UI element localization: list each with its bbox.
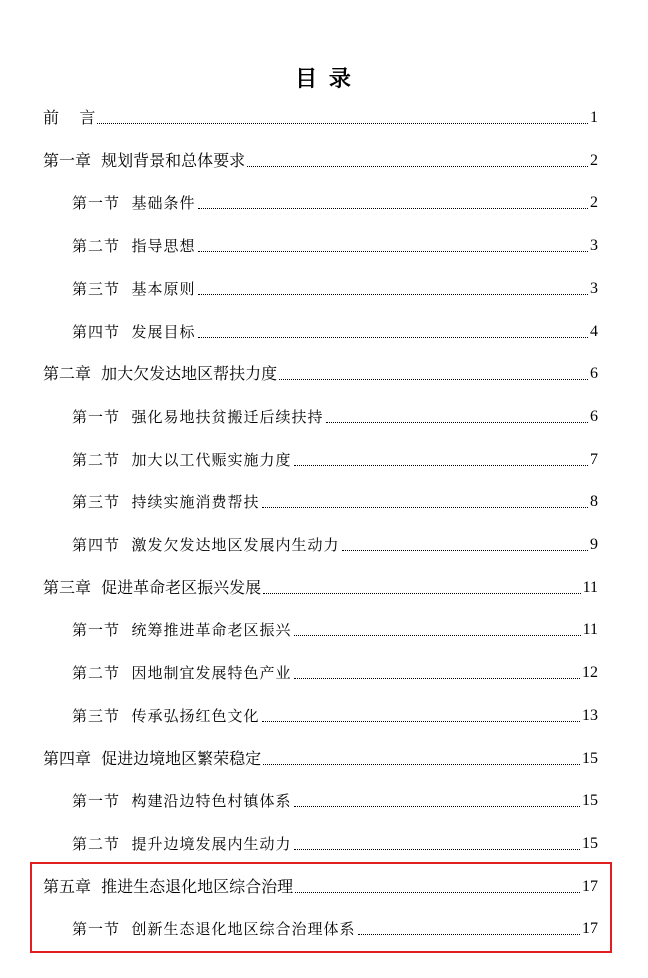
dot-leader	[294, 635, 581, 636]
toc-entry-chapter[interactable]	[43, 574, 598, 598]
toc-entry-section[interactable]	[72, 403, 598, 427]
toc-entry-section[interactable]	[72, 531, 598, 555]
toc-entry-label: 第一节 统筹推进革命老区振兴	[72, 621, 292, 640]
toc-entry-label: 第四节 发展目标	[72, 322, 196, 341]
toc-entry-label: 第四节 激发欠发达地区发展内生动力	[72, 536, 340, 554]
toc-entry-label: 前 言	[43, 108, 96, 127]
toc-entry-page: 15	[582, 834, 598, 852]
dot-leader	[262, 507, 588, 508]
toc-entry-page: 2	[590, 151, 598, 169]
toc-entry-section[interactable]	[72, 787, 598, 811]
toc-entry-label: 第二节 加大以工代赈实施力度	[72, 450, 292, 469]
toc-entry-chapter[interactable]	[43, 147, 598, 171]
dot-leader	[247, 166, 588, 167]
page-title: 目 录	[295, 67, 353, 92]
toc-entry-section[interactable]	[72, 275, 598, 299]
toc-entry-page: 8	[590, 493, 598, 511]
toc-entry-section[interactable]	[72, 446, 598, 470]
toc-entry-chapter[interactable]	[43, 360, 598, 384]
dot-leader	[294, 465, 588, 466]
toc-entry-page: 3	[590, 279, 598, 297]
toc-entry-label: 第二节 提升边境发展内生动力	[72, 834, 292, 853]
toc-entry-section[interactable]	[72, 616, 598, 640]
dot-leader	[198, 208, 588, 209]
toc-entry-page: 11	[582, 621, 598, 639]
toc-entry-label: 第五章 推进生态退化地区综合治理	[43, 876, 294, 896]
dot-leader	[294, 849, 580, 850]
dot-leader	[263, 593, 580, 594]
toc-entry-page: 4	[590, 322, 598, 340]
toc-entry-section[interactable]	[72, 702, 598, 726]
dot-leader	[97, 123, 588, 124]
toc-entry-page: 17	[582, 920, 598, 938]
toc-entry-page: 17	[582, 877, 598, 895]
dot-leader	[294, 806, 580, 807]
toc-entry-chapter[interactable]	[43, 745, 598, 769]
dot-leader	[326, 422, 588, 423]
toc-entry-label: 第一节 基础条件	[72, 194, 196, 213]
toc-entry-page: 11	[582, 578, 598, 596]
toc-entry-label: 第一节 创新生态退化地区综合治理体系	[72, 920, 356, 939]
toc-entry-page: 13	[582, 706, 598, 724]
toc-entry-section[interactable]	[72, 318, 598, 342]
toc-entry-page: 15	[582, 749, 598, 767]
dot-leader	[263, 764, 580, 765]
toc-entry-label: 第三节 持续实施消费帮扶	[72, 493, 260, 512]
toc-entry-page: 7	[590, 450, 598, 468]
toc-entry-label: 第三节 传承弘扬红色文化	[72, 706, 260, 725]
toc-entry-page: 2	[590, 194, 598, 212]
toc-entry-page: 15	[582, 792, 598, 810]
toc-entry-page: 9	[590, 536, 598, 553]
toc-entry-label: 第四章 促进边境地区繁荣稳定	[43, 748, 262, 768]
toc-entry-page: 6	[590, 365, 598, 383]
toc-entry-label: 第二节 指导思想	[72, 237, 196, 256]
toc-entry-label: 第一节 构建沿边特色村镇体系	[72, 792, 292, 811]
toc-entry-label: 第一节 强化易地扶贫搬迁后续扶持	[72, 407, 324, 426]
dot-leader	[279, 379, 588, 380]
dot-leader	[198, 294, 588, 295]
toc-entry-label: 第一章 规划背景和总体要求	[43, 150, 246, 170]
toc-entry-section[interactable]	[72, 232, 598, 256]
dot-leader	[294, 678, 580, 679]
toc-entry-label: 第二章 加大欠发达地区帮扶力度	[43, 364, 278, 384]
dot-leader	[198, 251, 588, 252]
toc-entry-section[interactable]	[72, 659, 598, 683]
dot-leader	[198, 337, 588, 338]
toc-entry-label: 第二节 因地制宜发展特色产业	[72, 664, 292, 683]
toc-entry-label: 第三章 促进革命老区振兴发展	[43, 577, 262, 597]
highlight-box	[30, 862, 612, 953]
toc-entry-chapter[interactable]	[43, 104, 598, 128]
toc-entry-section[interactable]	[72, 830, 598, 854]
toc-entry-page: 1	[590, 109, 598, 126]
toc-entry-page: 12	[582, 664, 598, 682]
toc-entry-page: 3	[590, 237, 598, 255]
dot-leader	[342, 550, 588, 551]
toc-entry-page: 6	[590, 407, 598, 425]
toc-entry-section[interactable]	[72, 488, 598, 512]
dot-leader	[262, 721, 580, 722]
toc-entry-section[interactable]	[72, 189, 598, 213]
toc-entry-label: 第三节 基本原则	[72, 279, 196, 298]
